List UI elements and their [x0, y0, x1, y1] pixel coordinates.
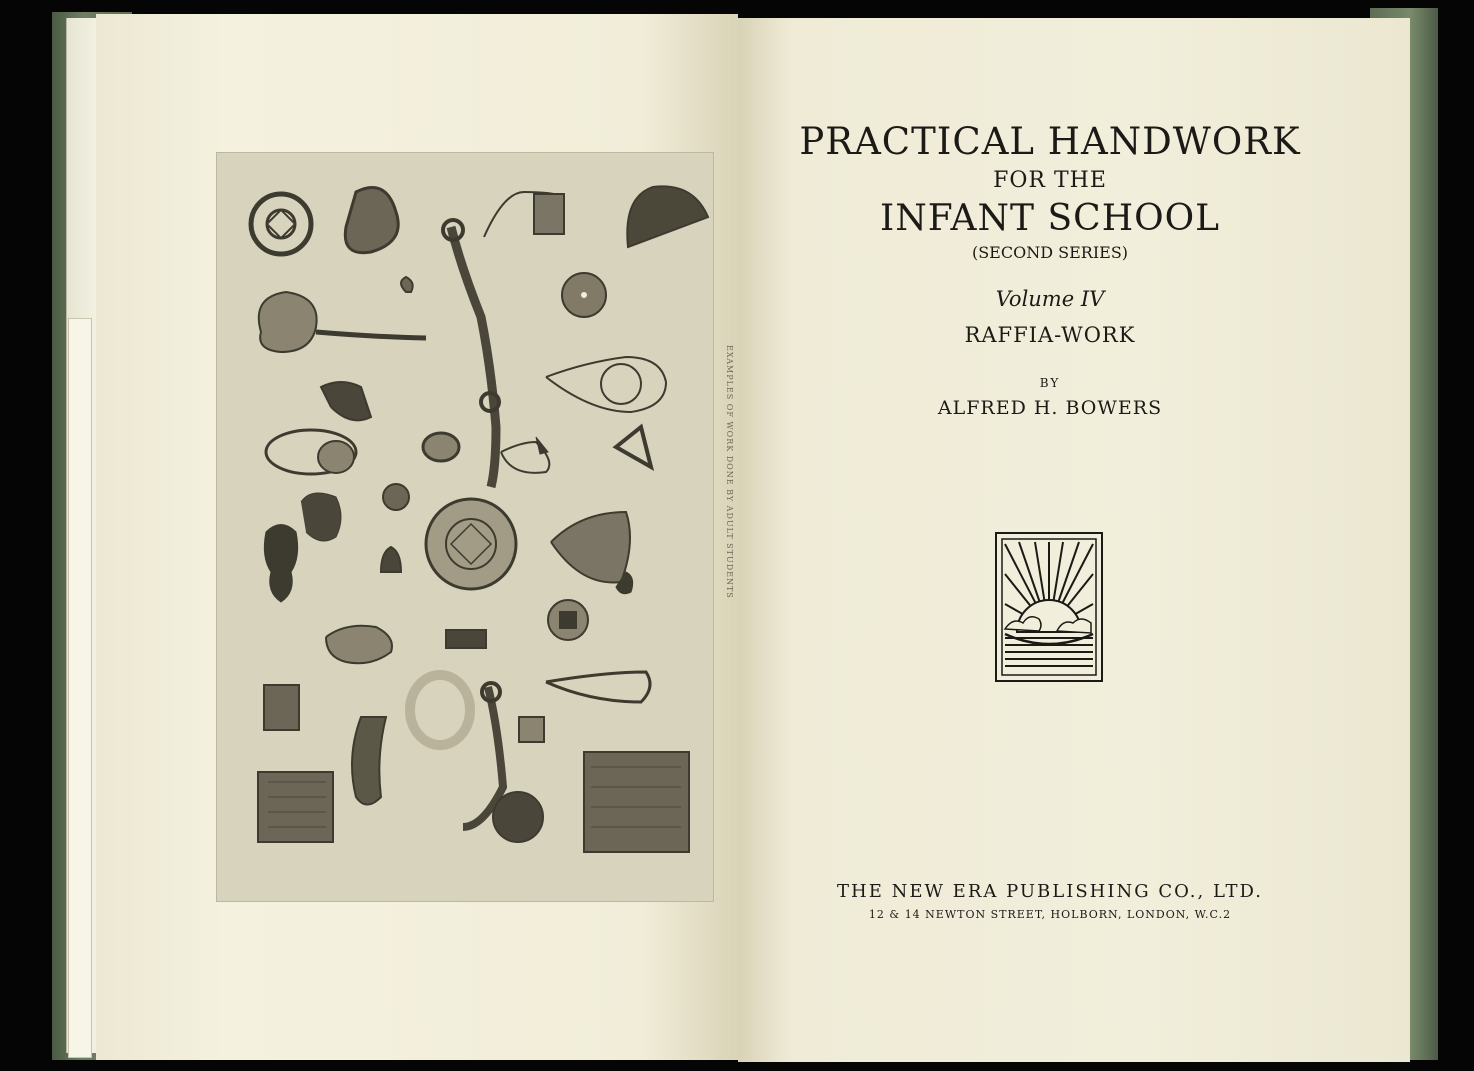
title-line-3: INFANT SCHOOL [879, 198, 1221, 239]
napkin-ring-icon [519, 717, 544, 742]
sunrise-emblem-icon [995, 532, 1103, 682]
publisher-block [790, 880, 1310, 924]
raffia-items-illustration [216, 152, 714, 902]
title-line-1: PRACTICAL HANDWORK [799, 120, 1301, 163]
subject-label: RAFFIA-WORK [964, 323, 1136, 347]
frontispiece-plate [216, 152, 714, 902]
flyleaf-strip [68, 318, 92, 1058]
net-bag-icon [546, 357, 666, 412]
triangle-frame-icon [616, 427, 651, 467]
round-mat-icon [251, 194, 311, 254]
series-label: (SECOND SERIES) [971, 243, 1129, 262]
fan-brush-icon [627, 186, 708, 247]
ring-icon [410, 675, 470, 745]
plate-caption: EXAMPLES OF WORK DONE BY ADULT STUDENTS [725, 345, 734, 599]
cylinder-case-icon [446, 630, 486, 648]
author-name: ALFRED H. BOWERS [937, 397, 1163, 419]
small-bag-icon [534, 194, 564, 234]
doll-figure-icon [264, 525, 297, 603]
publisher-name: THE NEW ERA PUBLISHING CO., LTD. [837, 881, 1263, 902]
volume-label: Volume IV [995, 287, 1105, 311]
title-block [750, 118, 1350, 420]
by-label: BY [1039, 376, 1061, 390]
fuzzy-ball-icon [493, 792, 543, 842]
title-line-2: FOR THE [993, 168, 1107, 193]
large-round-mat-icon [426, 499, 516, 589]
knot-bundle-icon [345, 188, 398, 253]
fringed-bag-icon [551, 512, 630, 583]
small-basket-icon [264, 685, 299, 730]
braided-belt-icon [352, 717, 386, 805]
publisher-address: 12 & 14 NEWTON STREET, HOLBORN, LONDON, W.C.2 [868, 908, 1232, 921]
feather-duster-icon [259, 292, 317, 352]
small-bowl-icon [383, 484, 409, 510]
netted-ball-icon [326, 626, 392, 664]
